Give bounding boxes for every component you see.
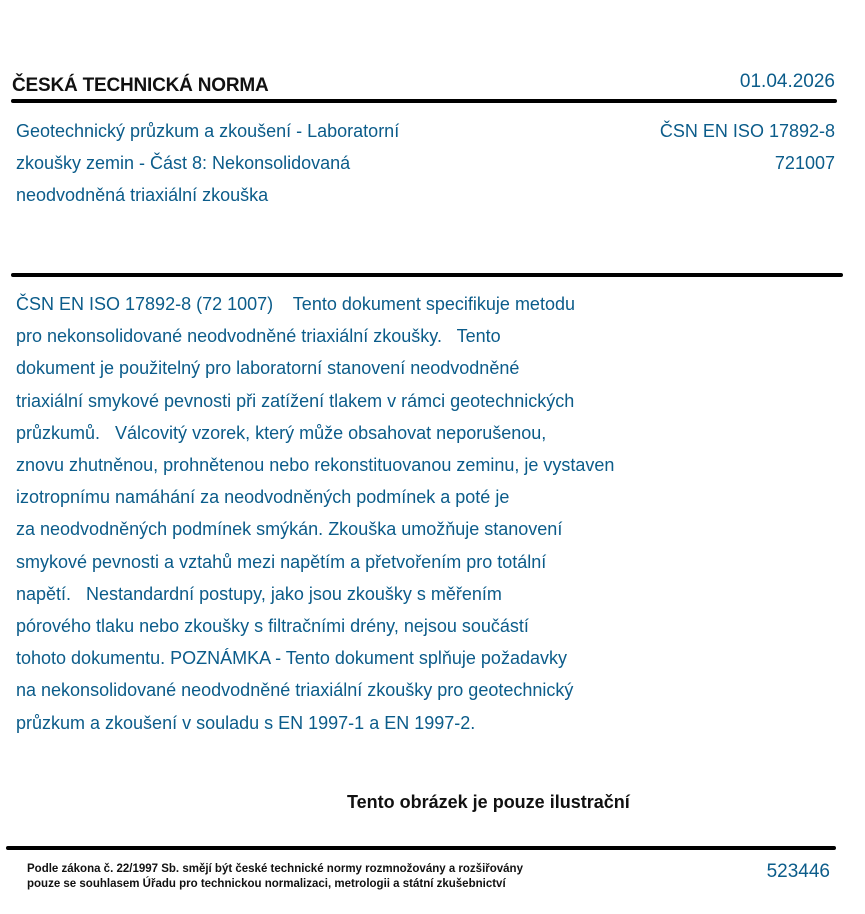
class-number: 721007 (774, 153, 835, 173)
document-title (16, 115, 536, 211)
footer-divider (6, 846, 836, 850)
document-title-line: zkoušky zemin - Část 8: Nekonsolidovaná (16, 153, 351, 173)
legal-notice-line: Podle zákona č. 22/1997 Sb. smějí být české technické normy rozmnožovány a rozšiřovány (27, 863, 523, 875)
abstract-line: napětí. Nestandardní postupy, jako jsou zkoušky s měřením (16, 583, 502, 604)
header-title: ČESKÁ TECHNICKÁ NORMA (12, 75, 269, 96)
abstract-text (16, 288, 756, 739)
document-number: 523446 (766, 861, 830, 882)
abstract-line: ČSN EN ISO 17892-8 (72 1007) Tento dokument specifikuje metodu (16, 294, 575, 314)
section-divider (11, 273, 843, 277)
abstract-line: pórového tlaku nebo zkoušky s filtračními drény, nejsou součástí (16, 616, 529, 637)
abstract-line: smykové pevnosti a vztahů mezi napětím a přetvořením pro totální (16, 551, 547, 572)
standard-code: ČSN EN ISO 17892-8 (659, 121, 835, 141)
abstract-line: znovu zhutněnou, prohnětenou nebo rekonstituovanou zeminu, je vystaven (16, 455, 615, 476)
illustration-notice: Tento obrázek je pouze ilustrační (347, 792, 630, 812)
header-date: 01.04.2026 (739, 71, 835, 92)
standard-identifiers (660, 115, 835, 179)
legal-notice (27, 862, 523, 892)
abstract-line: pro nekonsolidované neodvodněné triaxiální zkoušky. Tento (16, 326, 501, 347)
abstract-line: průzkum a zkoušení v souladu s EN 1997-1 a EN 1997-2. (16, 712, 476, 733)
abstract-line: za neodvodněných podmínek smýkán. Zkouška umožňuje stanovení (16, 519, 563, 540)
abstract-line: dokument je použitelný pro laboratorní stanovení neodvodněné (16, 358, 520, 379)
abstract-line: průzkumů. Válcovitý vzorek, který může obsahovat neporušenou, (16, 422, 547, 443)
abstract-line: tohoto dokumentu. POZNÁMKA - Tento dokument splňuje požadavky (16, 648, 567, 669)
header-divider (11, 99, 837, 103)
abstract-line: triaxiální smykové pevnosti při zatížení tlakem v rámci geotechnických (16, 390, 575, 411)
legal-notice-line: pouze se souhlasem Úřadu pro technickou normalizaci, metrologii a státní zkušebnictví (27, 878, 506, 890)
document-title-line: neodvodněná triaxiální zkouška (16, 185, 269, 205)
abstract-line: na nekonsolidované neodvodněné triaxiální zkoušky pro geotechnický (16, 680, 574, 701)
abstract-line: izotropnímu namáhání za neodvodněných podmínek a poté je (16, 487, 510, 508)
document-title-line: Geotechnický průzkum a zkoušení - Laboratorní (16, 121, 400, 141)
